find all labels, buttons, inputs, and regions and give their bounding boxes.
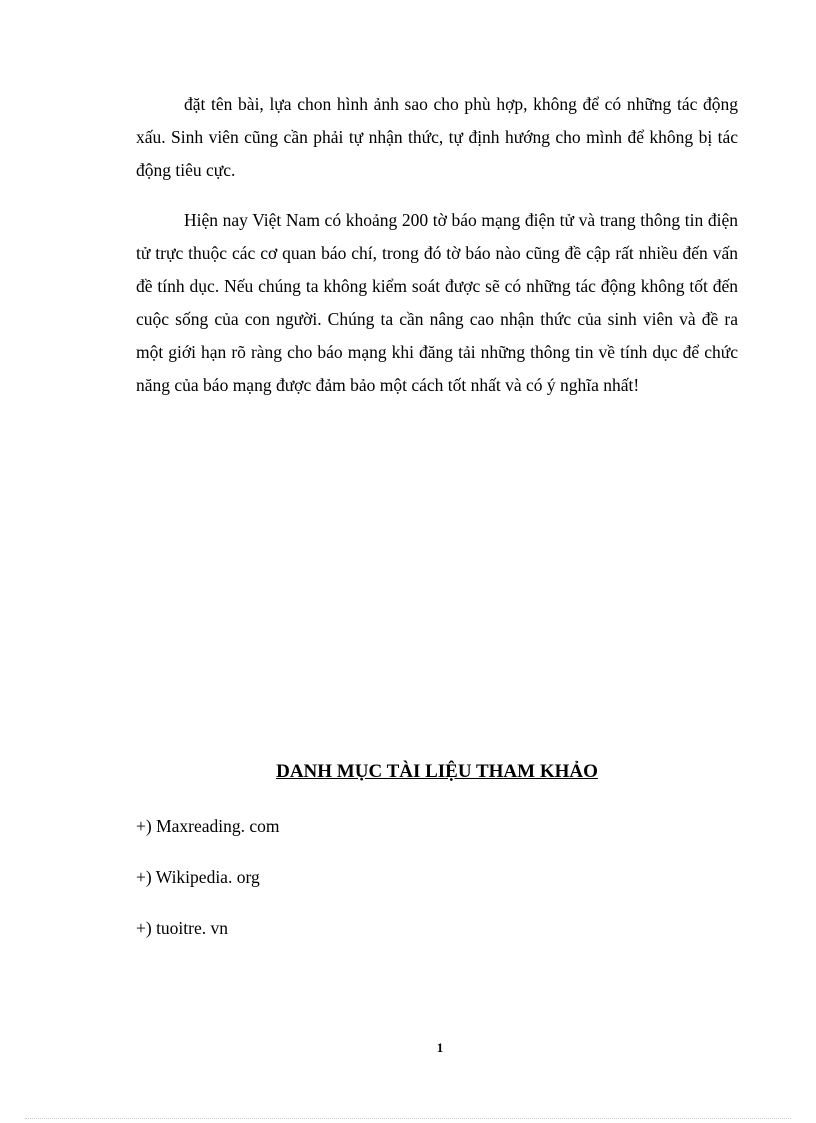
- reference-item-2: +) Wikipedia. org: [136, 867, 260, 887]
- page-number: 1: [436, 1040, 444, 1055]
- body-paragraph-2: Hiện nay Việt Nam có khoảng 200 tờ báo mạng điện tử và trang thông tin điện tử trực thuộc các cơ quan báo chí, trong đó tờ báo nào cũng đề cập rất nhiều đến vấn đề tính dục. Nếu chúng ta không kiểm soát được sẽ có những tác động không tốt đến cuộc sống của con người. Chúng ta cần nâng cao nhận thức của sinh viên và đề ra một giới hạn rõ ràng cho báo mạng khi đăng tải những thông tin về tính dục để chức năng của báo mạng được đảm bảo một cách tốt nhất và có ý nghĩa nhất!: [136, 210, 738, 395]
- references-list: [136, 812, 280, 965]
- page-bottom-divider: [25, 1118, 791, 1119]
- reference-item-1: +) Maxreading. com: [136, 816, 280, 836]
- body-paragraph-1: đặt tên bài, lựa chon hình ảnh sao cho phù hợp, không để có những tác động xấu. Sinh viên cũng cần phải tự nhận thức, tự định hướng cho mình để không bị tác động tiêu cực.: [136, 94, 738, 180]
- references-heading: DANH MỤC TÀI LIỆU THAM KHẢO: [276, 761, 598, 782]
- reference-item-3: +) tuoitre. vn: [136, 918, 229, 938]
